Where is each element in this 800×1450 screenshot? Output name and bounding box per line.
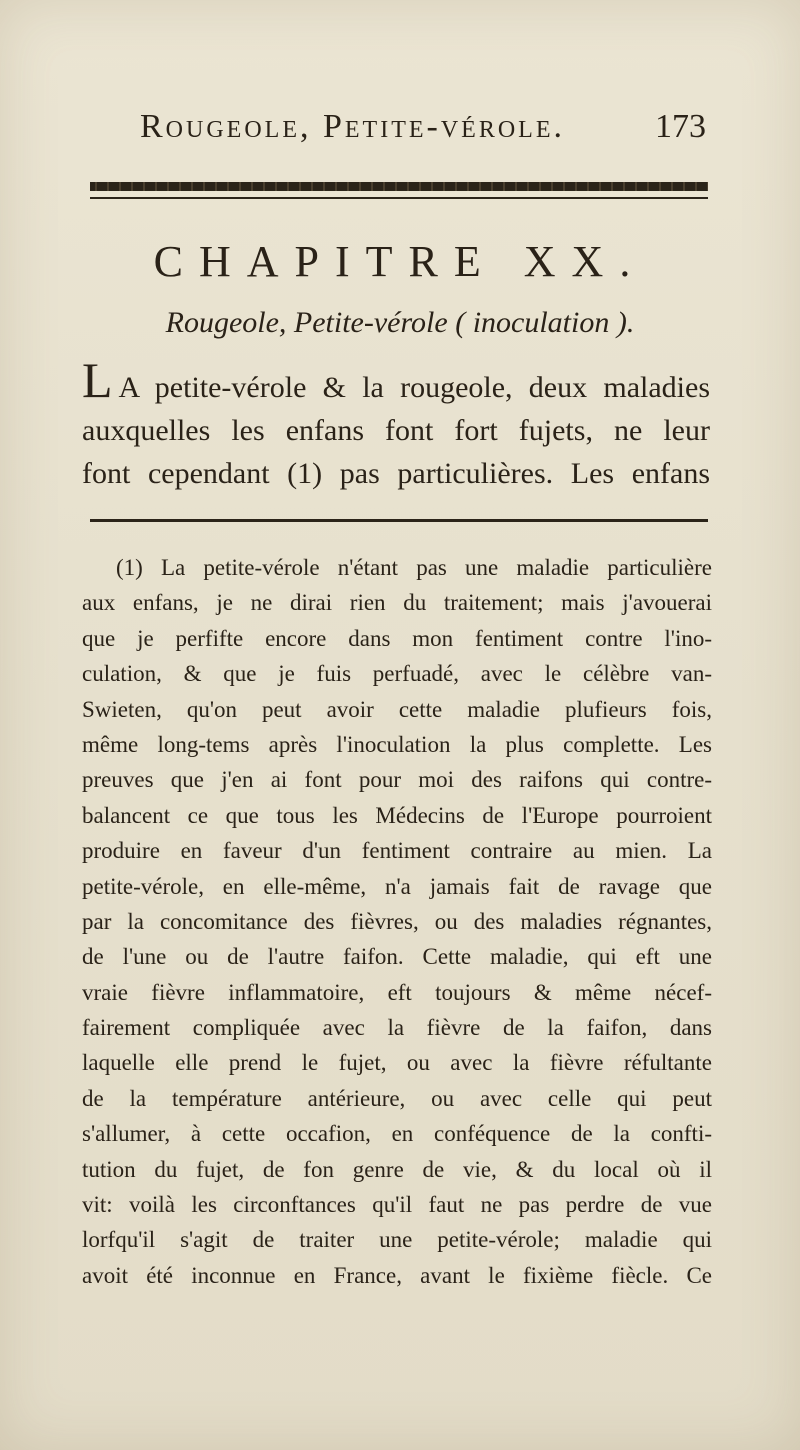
main-text [82, 352, 710, 495]
footnote-line: tution du fujet, de fon genre de vie, & du local où il [82, 1156, 712, 1182]
text-line: font cependant (1) pas particulières. Les enfans [82, 457, 710, 490]
footnote-line: s'allumer, à cette occafion, en conféquence de la confti- [82, 1121, 712, 1147]
footnote-line: laquelle elle prend le fujet, ou avec la fièvre réfultante [82, 1050, 712, 1076]
footnote-line: vit: voilà les circonftances qu'il faut ne pas perdre de vue [82, 1192, 712, 1218]
footnote-line: même long-tems après l'inoculation la plus complette. Les [82, 731, 712, 757]
footnote-line: lorfqu'il s'agit de traiter une petite-vérole; maladie qui [82, 1227, 712, 1253]
footnote-line: aux enfans, je ne dirai rien du traitement; mais j'avouerai [82, 590, 712, 616]
footnote-line: de l'une ou de l'autre faifon. Cette maladie, qui eft une [82, 944, 712, 970]
footnote-line: avoit été inconnue en France, avant le fixième fiècle. Ce [82, 1262, 712, 1288]
footnote-line: produire en faveur d'un fentiment contraire au mien. La [82, 838, 712, 864]
text-line: L A petite-vérole & la rougeole, deux maladies [82, 352, 710, 408]
text-line: auxquelles les enfans font fort fujets, ne leur [82, 414, 710, 447]
footnote-line: par la concomitance des fièvres, ou des maladies régnantes, [82, 908, 712, 934]
thin-rule [90, 197, 708, 199]
footnote-line: culation, & que je fuis perfuadé, avec le célèbre van- [82, 661, 712, 687]
footnote-line: vraie fièvre inflammatoire, eft toujours & même nécef- [82, 979, 712, 1005]
footnote-line: de la température antérieure, ou avec celle qui peut [82, 1085, 712, 1111]
drop-cap: L [82, 352, 113, 408]
footnote-line: balancent ce que tous les Médecins de l'Europe pourroient [82, 802, 712, 828]
chapter-subtitle: Rougeole, Petite-vérole ( inoculation ). [165, 306, 635, 339]
footnote-line: que je perfifte encore dans mon fentiment contre l'ino- [82, 625, 712, 651]
page-number: 173 [655, 108, 706, 145]
chapter-title: CHAPITRE XX. [153, 237, 647, 286]
ornamental-rule [90, 182, 708, 191]
footnote [82, 550, 712, 1293]
footnote-separator [90, 519, 708, 522]
footnote-line: preuves que j'en ai font pour moi des raifons qui contre- [82, 767, 712, 793]
running-title: Rougeole, Petite-vérole. [140, 108, 566, 145]
footnote-line: fairement compliquée avec la fièvre de la faifon, dans [82, 1015, 712, 1041]
footnote-line: (1) La petite-vérole n'étant pas une maladie particulière [116, 555, 712, 580]
footnote-line: petite-vérole, en elle-même, n'a jamais fait de ravage que [82, 873, 712, 899]
footnote-line: Swieten, qu'on peut avoir cette maladie plufieurs fois, [82, 696, 712, 722]
